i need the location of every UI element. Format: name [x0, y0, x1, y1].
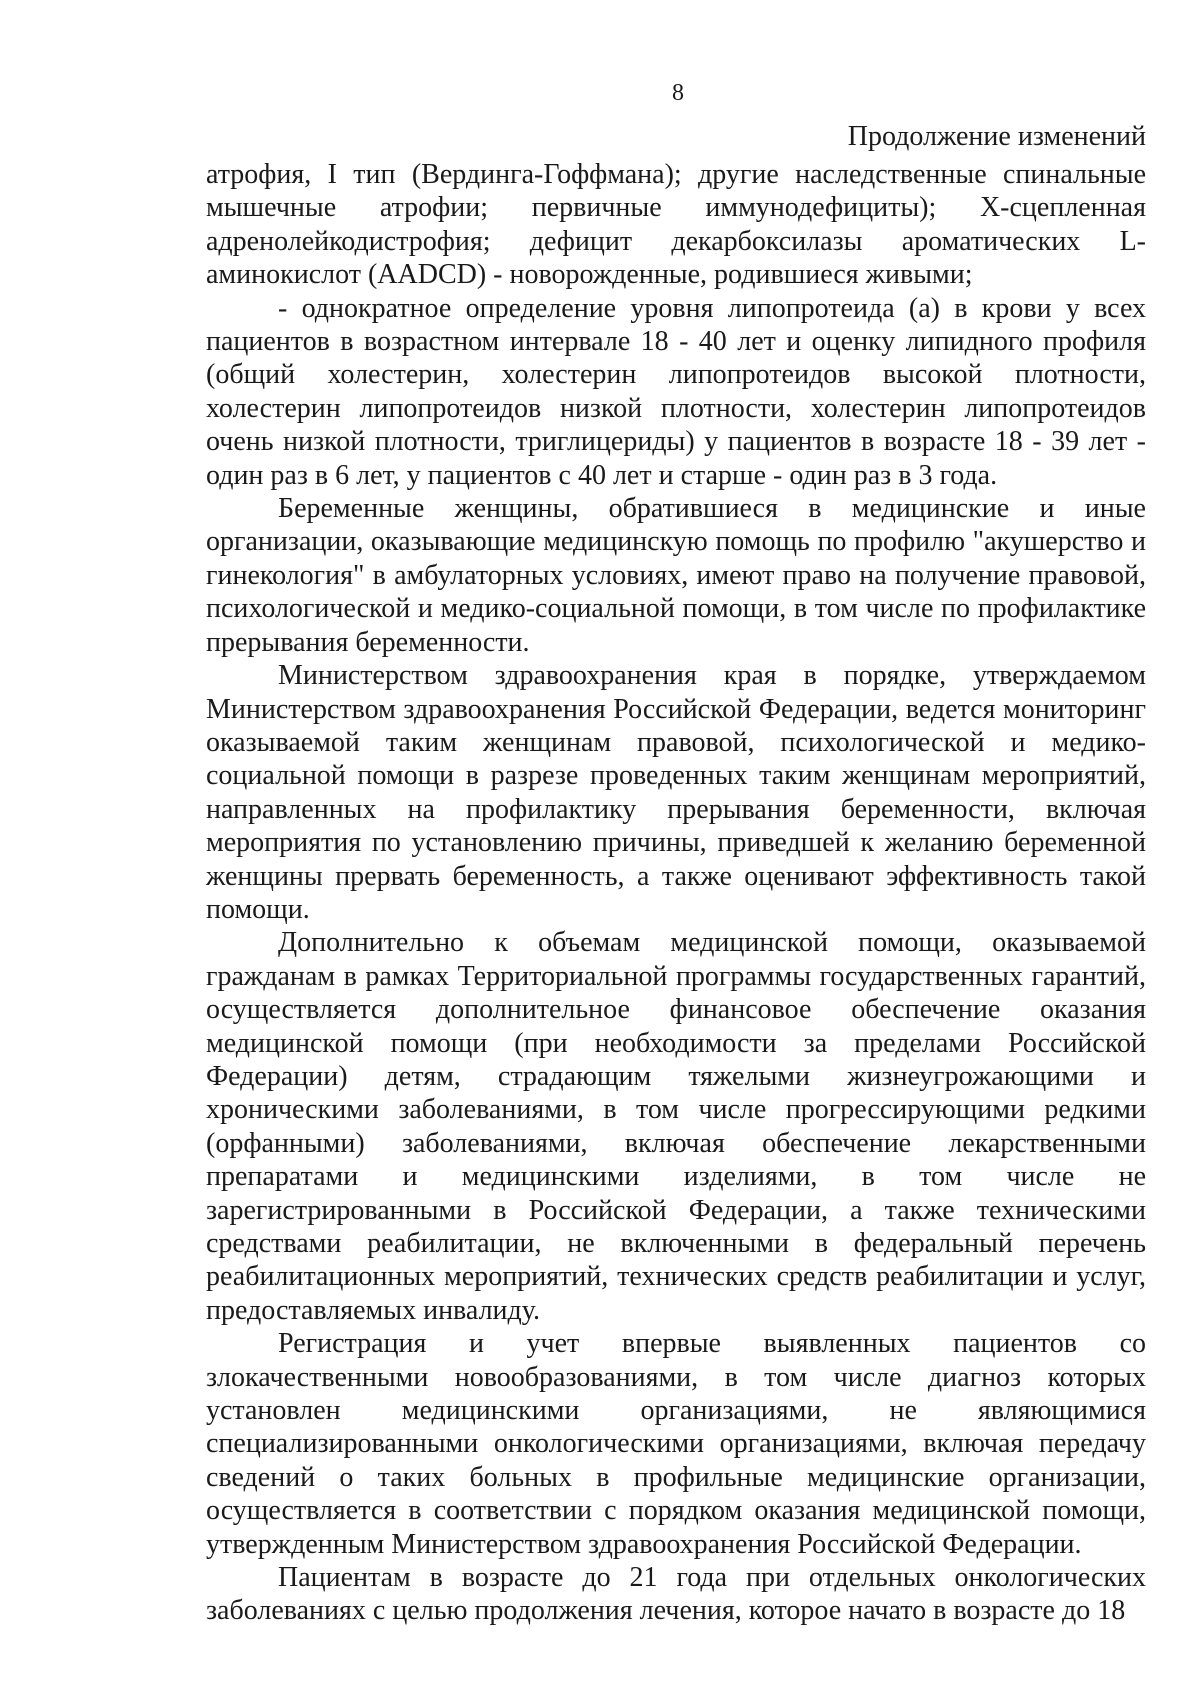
page-number: 8: [672, 80, 684, 106]
paragraph-2: - однократное определение уровня липопротеида (а) в крови у всех пациентов в возрастном интервале 18 - 40 лет и оценку липидного профиля (общий холестерин, холестерин липопротеидов высокой плотности, холестерин липопротеидов низкой плотности, холестерин липопротеидов очень низкой плотности, триглицериды) у пациентов в возрасте 18 - 39 лет - один раз в 6 лет, у пациентов с 40 лет и старше - один раз в 3 года.: [206, 292, 1146, 491]
document-body: [206, 158, 1146, 1628]
paragraph-4: Министерством здравоохранения края в порядке, утверждаемом Министерством здравоохранения Российской Федерации, ведется мониторинг оказываемой таким женщинам правовой, психологической и медико-социальной помощи в разрезе проведенных таким женщинам мероприятий, направленных на профилактику прерывания беременности, включая мероприятия по установлению причины, приведшей к желанию беременной женщины прервать беременность, а также оценивают эффективность такой помощи.: [206, 660, 1146, 925]
paragraph-5: Дополнительно к объемам медицинской помощи, оказываемой гражданам в рамках Территориальной программы государственных гарантий, осуществляется дополнительное финансовое обеспечение оказания медицинской помощи (при необходимости за пределами Российской Федерации) детям, страдающим тяжелыми жизнеугрожающими и хроническими заболеваниями, в том числе прогрессирующими редкими (орфанными) заболеваниями, включая обеспечение лекарственными препаратами и медицинскими изделиями, в том числе не зарегистрированными в Российской Федерации, а также техническими средствами реабилитации, не включенными в федеральный перечень реабилитационных мероприятий, технических средств реабилитации и услуг, предоставляемых инвалиду.: [206, 927, 1146, 1326]
continuation-header: Продолжение изменений: [847, 121, 1146, 152]
paragraph-6: Регистрация и учет впервые выявленных пациентов со злокачественными новообразованиями, в том числе диагноз которых установлен медицинскими организациями, не являющимися специализированными онкологическими организациями, включая передачу сведений о таких больных в профильные медицинские организации, осуществляется в соответствии с порядком оказания медицинской помощи, утвержденным Министерством здравоохранения Российской Федерации.: [206, 1328, 1146, 1560]
paragraph-1: атрофия, I тип (Вердинга-Гоффмана); другие наследственные спинальные мышечные атрофии; первичные иммунодефициты); X-сцепленная адренолейкодистрофия; дефицит декарбоксилазы ароматических L-аминокислот (AADCD) - новорожденные, родившиеся живыми;: [206, 159, 1146, 291]
paragraph-7: Пациентам в возрасте до 21 года при отдельных онкологических заболеваниях с целью продолжения лечения, которое начато в возрасте до 18: [206, 1562, 1146, 1627]
paragraph-3: Беременные женщины, обратившиеся в медицинские и иные организации, оказывающие медицинскую помощь по профилю "акушерство и гинекология" в амбулаторных условиях, имеют право на получение правовой, психологической и медико-социальной помощи, в том числе по профилактике прерывания беременности.: [206, 493, 1146, 658]
